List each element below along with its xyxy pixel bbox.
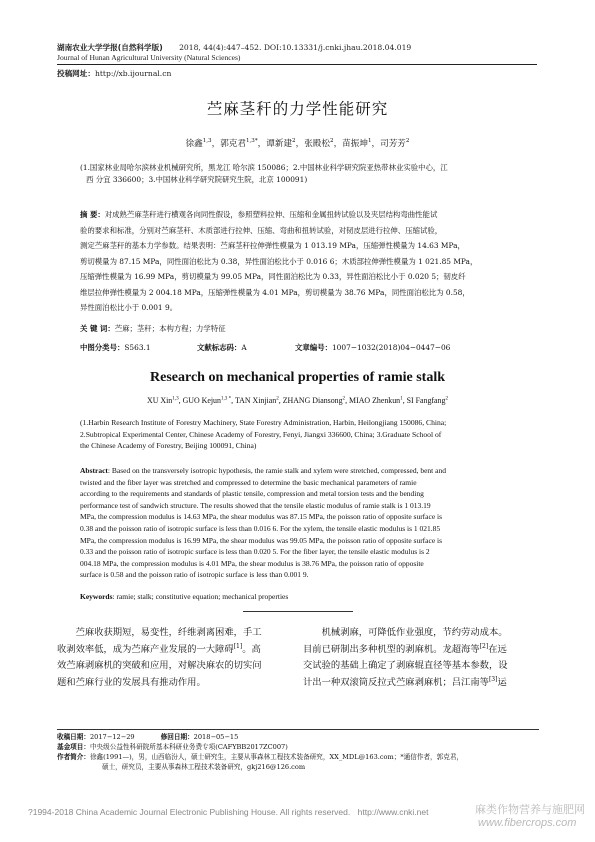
journal-name-cn: 湖南农业大学学报(自然科学版) (57, 43, 163, 52)
keywords-en (80, 591, 288, 603)
abstract-line: 剪切模量为 87.15 MPa，同性面泊松比为 0.38，异性面泊松比小于 0.016 6；木质部拉伸弹性模量为 1 021.85 MPa， (80, 256, 478, 266)
affiliation-line: (1.Harbin Research Institute of Forestry Machinery, State Forestry Administration, Harbin, Heilongjiang 150086, China; (80, 418, 447, 427)
fund-label: 基金项目： (57, 743, 90, 751)
abstract-line: 测定苎麻茎秆的基本力学参数。结果表明：苎麻茎秆拉伸弹性模量为 1 013.19 MPa，压缩弹性模量为 14.63 MPa， (80, 241, 465, 250)
body-line: 计出一种双滚筒反拉式苎麻剥麻机；吕江南等 (303, 676, 489, 688)
article-number-label: 文章编号： (295, 343, 332, 352)
author-affil: 1,3 (202, 138, 212, 145)
author-affil: 1 (367, 138, 372, 145)
body-line: 题和苎麻行业的发展具有推动作用。 (57, 676, 206, 688)
journal-header (57, 43, 411, 53)
received-date: 2017−12−29 (89, 733, 135, 741)
author-affil: 2 (405, 138, 410, 145)
section-separator (243, 611, 353, 612)
author-bio-text: 徐鑫(1991—)，男，山西临汾人，硕士研究生，主要从事森林工程技术装备研究，XX_MDL@163.com；*通信作者，郭克君， (89, 753, 464, 761)
watermark-url: www.fibercrops.com (478, 817, 577, 829)
website-label: 投稿网址： (57, 69, 95, 78)
paper-title-cn: 苎麻茎秆的力学性能研究 (206, 100, 389, 118)
affiliation-line: (1.国家林业局哈尔滨林业机械研究所，黑龙江 哈尔滨 150086；2.中国林业科学研究院亚热带林业实验中心，江 (80, 163, 448, 172)
journal-name-en: Journal of Hunan Agricultural University (Natural Sciences) (57, 53, 241, 62)
keywords-text-cn: 苎麻；茎秆；本构方程；力学特征 (114, 324, 226, 333)
affiliations-en (80, 417, 540, 452)
footnote-author (57, 752, 539, 762)
body-line: 收剥效率低，成为苎麻产业发展的一大障碍 (57, 643, 234, 655)
abstract-line: surface is 0.58 and the poisson ratio of isotropic surface is less than 0.001 9. (80, 570, 309, 580)
abstract-line: 压缩弹性模量为 16.99 MPa，剪切模量为 99.05 MPa，同性面泊松比为 0.33，异性面泊松比小于 0.020 5；韧皮纤 (80, 272, 466, 281)
author-name: , ZHANG Diansong (278, 396, 343, 405)
authors-en (0, 396, 595, 405)
author-name: 徐鑫 (185, 139, 203, 149)
affiliation-line: 西 分宜 336600；3.中国林业科学研究院研究生院，北京 100091) (86, 175, 308, 184)
cnki-url[interactable]: http://www.cnki.net (357, 807, 429, 817)
body-line: 目前已研制出多种机型的剥麻机。龙超海等 (303, 643, 480, 655)
author-name: , MIAO Zhenkun (345, 396, 401, 405)
fund-text: 中央级公益性科研院所基本科研业务费专项(CAFYBB2017ZC007) (89, 743, 288, 751)
body-line: 苎麻收获期短，易变性，纤维剥离困难，手工 (57, 627, 262, 638)
author-affil: 2 (330, 138, 334, 145)
keywords-text-en: : ramie; stalk; constitutive equation; mechanical properties (112, 592, 289, 601)
abstract-line: twisted and the fiber layer was stretched and compressed to determine the basic mechanical parameters of ramie (80, 477, 417, 487)
clc-value: S563.1 (124, 343, 151, 352)
author-bio-label: 作者简介： (57, 753, 90, 761)
citation-ref[interactable]: [2] (479, 642, 489, 650)
copyright-text: ?1994-2018 China Academic Journal Electronic Publishing House. All rights reserved. (28, 807, 351, 817)
classification-line (80, 340, 540, 356)
footnotes (57, 732, 539, 772)
abstract-line: 对成熟苎麻茎秆进行横观各向同性假设，参照塑料拉伸、压缩和金属扭转试验以及夹层结构弯曲性能试 (104, 210, 438, 219)
body-column-left (57, 625, 289, 691)
citation-ref[interactable]: [3] (488, 675, 498, 683)
received-label: 收稿日期： (57, 733, 90, 741)
abstract-line: 0.38 and the poisson ratio of isotropic surface is less than 0.016 6. For the xylem, the tensile elastic modulus is 1 021.85 (80, 523, 441, 533)
paper-title-en: Research on mechanical properties of ramie stalk (150, 370, 445, 385)
citation: 2018, 44(4):447–452. DOI:10.13331/j.cnki.jhau.2018.04.019 (179, 43, 412, 52)
abstract-line: performance test of sandwich structure. The results showed that the tensile elastic modulus of ramie stalk is 1 013.19 (80, 500, 431, 510)
clc-label: 中图分类号： (80, 343, 125, 352)
revised-label: 修回日期： (160, 733, 194, 741)
author-name: , SI Fangfang (402, 396, 446, 405)
abstract-line: 0.33 and the poisson ratio of isotropic surface is less than 0.020 5. For the fiber layer, the tensile elastic modulus is 2 (80, 547, 430, 557)
affiliation-line: 2.Subtropical Experimental Center, Chinese Academy of Forestry, Fenyi, Jiangxi 336600, China; 3.Graduate School of (80, 429, 442, 439)
website-line (57, 69, 171, 79)
authors-cn (0, 137, 595, 149)
author-affil: 2 (292, 138, 296, 145)
abstract-line: according to the requirements and standards of plastic tensile, compression and metal torsion tests and the bending (80, 489, 424, 499)
author-affil: 2 (342, 395, 346, 402)
website-link[interactable]: http://xb.ijournal.cn (94, 69, 172, 78)
affiliation-line: the Chinese Academy of Forestry, Beijing 100091, China) (80, 441, 257, 450)
footnote-rule (57, 729, 539, 730)
body-line: 运 (497, 676, 507, 688)
doc-code-value: A (241, 343, 247, 352)
author-name: , TAN Xinjian (231, 396, 277, 405)
abstract-label-en: Abstract (80, 466, 108, 475)
author-affil: 1,3 * (220, 395, 232, 402)
doc-code-label: 文献标志码： (196, 343, 242, 352)
author-name: ，郭克君 (211, 139, 246, 149)
body-line: 在远 (488, 643, 507, 655)
abstract-line: 异性面泊松比小于 0.001 9。 (80, 303, 178, 312)
abstract-line: 004.18 MPa, the compression modulus is 4.01 MPa, the shear modulus is 38.76 MPa, the poisson ratio of opposite (80, 558, 424, 568)
watermark-cn: 麻类作物营养与施肥网 (475, 803, 585, 816)
copyright-notice (28, 807, 429, 817)
author-affil: 1,3* (245, 138, 258, 145)
author-affil: 1,3 (172, 395, 179, 402)
author-bio-text: 硕士，研究员，主要从事森林工程技术装备研究，gkj216@126.com (102, 763, 306, 771)
author-affil: 2 (445, 395, 448, 402)
keywords-cn (80, 321, 226, 337)
affiliations-cn (80, 162, 520, 186)
abstract-line: MPa, the compression modulus is 16.99 MPa, the shear modulus was 99.05 MPa, the poisson ratio of opposite surface is (80, 535, 443, 545)
header-rule (57, 64, 537, 65)
author-affil: 2 (276, 395, 279, 402)
abstract-label-cn: 摘 要： (80, 210, 105, 219)
abstract-line: MPa, the compression modulus is 14.63 MPa, the shear modulus was 87.15 MPa, the poisson ratio of opposite surface is (80, 512, 443, 522)
body-column-right (303, 625, 539, 691)
author-name: ，苗振坤 (333, 139, 368, 149)
citation-ref[interactable]: [1] (233, 642, 243, 650)
abstract-cn (80, 207, 530, 316)
abstract-line: : Based on the transversely isotropic hypothesis, the ramie stalk and xylem were stretched, compressed, bent and (107, 466, 446, 475)
author-name: XU Xin (147, 396, 173, 405)
author-name: ，张殿松 (295, 139, 330, 149)
keywords-label-en: Keywords (80, 592, 113, 601)
abstract-line: 验的要求和标准，分别对苎麻茎秆、木质部进行拉伸、压缩、弯曲和扭转试验，对韧皮层进行拉伸、压缩试验， (80, 225, 443, 235)
body-line: 交试验的基础上确定了剥麻辊直径等基本参数，设 (303, 660, 508, 671)
author-name: , GUO Kejun (178, 396, 221, 405)
author-name: ，司芳芳 (371, 139, 406, 149)
author-affil: 1 (400, 395, 403, 402)
body-line: 。高 (242, 643, 261, 655)
body-line: 效苎麻剥麻机的突破和应用，对解决麻农的切实问 (57, 660, 262, 671)
footnote-fund (57, 742, 539, 752)
keywords-label-cn: 关 键 词： (80, 324, 115, 333)
author-name: ，谭新建 (257, 139, 293, 149)
footnote-dates (57, 732, 539, 742)
abstract-line: 维层拉伸弹性模量为 2 004.18 MPa，压缩弹性模量为 4.01 MPa，剪切模量为 38.76 MPa，同性面泊松比为 0.58， (80, 287, 470, 297)
revised-date: 2018−05−15 (193, 733, 239, 741)
article-number-value: 1007−1032(2018)04−0447−06 (331, 343, 451, 352)
body-line: 机械剥麻，可降低作业强度，节约劳动成本。 (303, 627, 508, 638)
abstract-en (80, 465, 535, 581)
